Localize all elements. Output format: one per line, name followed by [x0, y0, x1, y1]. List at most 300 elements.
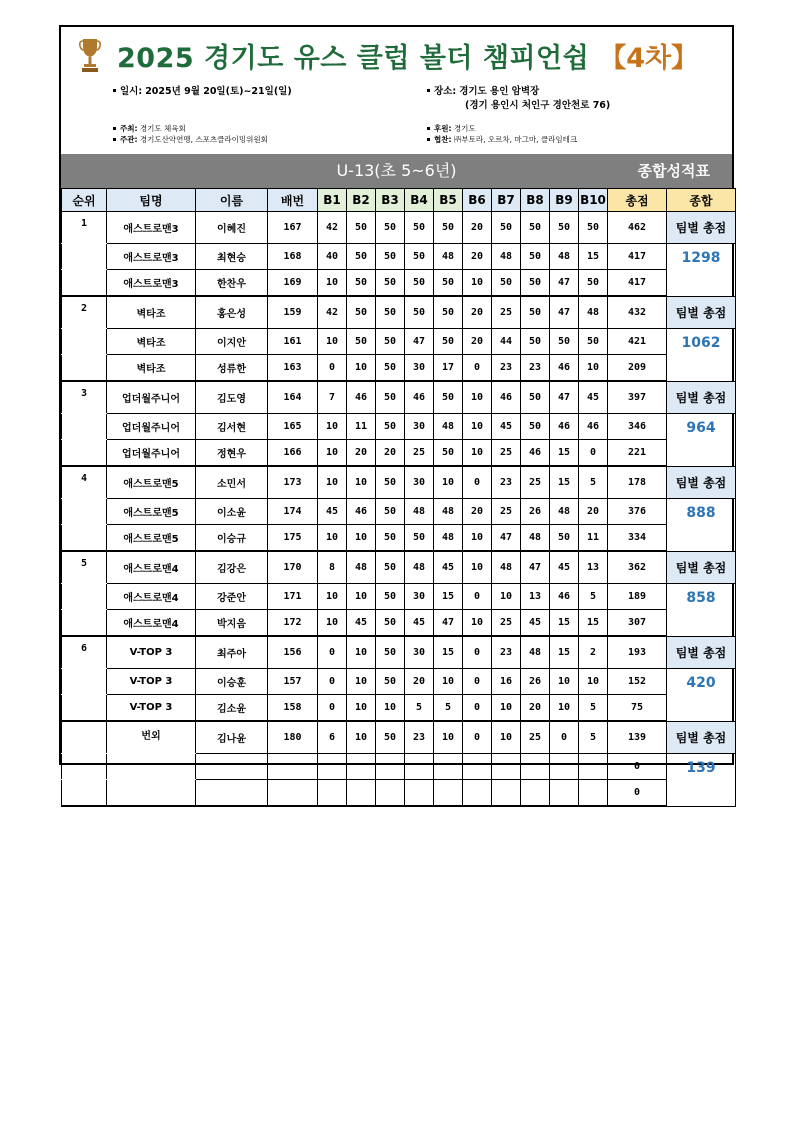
table-row: [62, 721, 736, 754]
rank-cell: 5: [62, 551, 107, 584]
score-cell: 10: [318, 270, 347, 297]
total-cell: 221: [608, 440, 667, 467]
table-row: [62, 610, 736, 637]
total-cell: 189: [608, 584, 667, 610]
score-cell: 48: [405, 499, 434, 525]
rank-cell: [62, 355, 107, 382]
team-total-label: 팀별 총점: [667, 636, 736, 669]
score-cell: 5: [434, 695, 463, 722]
score-cell: 5: [579, 721, 608, 754]
column-header: 순위: [62, 189, 107, 212]
column-header: B7: [492, 189, 521, 212]
score-cell: 10: [434, 669, 463, 695]
bib-cell: 173: [268, 466, 318, 499]
team-cell: 애스트로맨5: [107, 525, 196, 552]
score-cell: 10: [463, 440, 492, 467]
score-cell: 45: [434, 551, 463, 584]
score-cell: [521, 780, 550, 807]
score-cell: 48: [521, 636, 550, 669]
score-cell: [463, 754, 492, 780]
score-cell: 15: [550, 636, 579, 669]
score-cell: 50: [376, 414, 405, 440]
score-cell: 45: [318, 499, 347, 525]
rank-cell: 2: [62, 296, 107, 329]
score-cell: 50: [376, 466, 405, 499]
table-row: [62, 525, 736, 552]
score-cell: 48: [492, 551, 521, 584]
total-cell: 417: [608, 244, 667, 270]
column-header: 이름: [196, 189, 268, 212]
name-cell: 정현우: [196, 440, 268, 467]
score-cell: 48: [521, 525, 550, 552]
score-cell: 15: [579, 244, 608, 270]
score-cell: 10: [492, 584, 521, 610]
score-cell: 10: [463, 381, 492, 414]
team-total-value: 139: [667, 754, 736, 807]
team-cell: 업더월주니어: [107, 440, 196, 467]
score-cell: 16: [492, 669, 521, 695]
bib-cell: [268, 754, 318, 780]
score-cell: 10: [579, 355, 608, 382]
name-cell: 이승규: [196, 525, 268, 552]
name-cell: 박지음: [196, 610, 268, 637]
team-cell: [107, 754, 196, 780]
score-cell: 10: [347, 695, 376, 722]
score-cell: 20: [463, 212, 492, 244]
score-cell: 42: [318, 296, 347, 329]
table-row: [62, 695, 736, 722]
rank-cell: [62, 754, 107, 780]
bib-cell: 158: [268, 695, 318, 722]
name-cell: 김강은: [196, 551, 268, 584]
score-cell: [434, 754, 463, 780]
score-cell: 20: [521, 695, 550, 722]
division-bar: [61, 154, 732, 188]
column-header: 배번: [268, 189, 318, 212]
score-cell: 10: [463, 525, 492, 552]
team-cell: 업더월주니어: [107, 414, 196, 440]
score-cell: 47: [492, 525, 521, 552]
score-cell: [376, 754, 405, 780]
score-cell: 10: [550, 695, 579, 722]
bib-cell: 170: [268, 551, 318, 584]
score-cell: 23: [492, 466, 521, 499]
total-cell: 75: [608, 695, 667, 722]
score-cell: [376, 780, 405, 807]
score-cell: 0: [318, 355, 347, 382]
column-header: B9: [550, 189, 579, 212]
score-cell: 50: [376, 721, 405, 754]
name-cell: 홍은성: [196, 296, 268, 329]
table-row: [62, 636, 736, 669]
event-support: 협찬: ㈜부토라, 오르차, 마그마, 클라임테크: [427, 134, 577, 145]
score-cell: 47: [521, 551, 550, 584]
score-cell: 50: [347, 270, 376, 297]
score-cell: 48: [550, 499, 579, 525]
score-cell: 15: [550, 610, 579, 637]
score-cell: [579, 780, 608, 807]
score-cell: 0: [318, 669, 347, 695]
score-cell: 45: [579, 381, 608, 414]
rank-cell: [62, 610, 107, 637]
team-total-label: 팀별 총점: [667, 721, 736, 754]
column-header: B3: [376, 189, 405, 212]
score-cell: 50: [550, 525, 579, 552]
total-cell: 0: [608, 754, 667, 780]
title-row: [79, 35, 698, 75]
team-total-label: 팀별 총점: [667, 551, 736, 584]
team-cell: 애스트로맨4: [107, 551, 196, 584]
round-label: 【4차】: [599, 42, 699, 74]
score-cell: 25: [521, 721, 550, 754]
score-cell: 10: [318, 525, 347, 552]
score-cell: 15: [434, 636, 463, 669]
event-host: 주최: 경기도 체육회: [113, 123, 186, 134]
rank-cell: [62, 329, 107, 355]
rank-cell: [62, 440, 107, 467]
score-cell: 20: [463, 296, 492, 329]
total-cell: 397: [608, 381, 667, 414]
table-row: [62, 584, 736, 610]
table-row: [62, 296, 736, 329]
column-header: 종합: [667, 189, 736, 212]
score-cell: 50: [376, 584, 405, 610]
score-cell: 10: [347, 636, 376, 669]
score-cell: 50: [376, 244, 405, 270]
score-cell: [405, 780, 434, 807]
score-cell: 50: [405, 296, 434, 329]
score-cell: [318, 780, 347, 807]
total-cell: 178: [608, 466, 667, 499]
score-cell: 7: [318, 381, 347, 414]
score-cell: 5: [405, 695, 434, 722]
event-organizer: 주관: 경기도산악연맹, 스포츠클라이밍위원회: [113, 134, 268, 145]
score-cell: 0: [463, 355, 492, 382]
results-table: [61, 188, 736, 807]
table-row: [62, 414, 736, 440]
name-cell: 최주아: [196, 636, 268, 669]
rank-cell: 3: [62, 381, 107, 414]
score-cell: 5: [579, 695, 608, 722]
score-cell: [463, 780, 492, 807]
score-cell: 11: [347, 414, 376, 440]
bib-cell: 168: [268, 244, 318, 270]
total-cell: 307: [608, 610, 667, 637]
score-cell: 45: [521, 610, 550, 637]
trophy-icon: [79, 37, 101, 73]
score-cell: 0: [463, 466, 492, 499]
score-cell: 50: [550, 212, 579, 244]
score-cell: 15: [579, 610, 608, 637]
name-cell: [196, 780, 268, 807]
score-cell: 10: [376, 695, 405, 722]
score-cell: 30: [405, 355, 434, 382]
score-cell: 50: [405, 212, 434, 244]
score-cell: [579, 754, 608, 780]
team-total-label: 팀별 총점: [667, 381, 736, 414]
table-row: [62, 780, 736, 807]
score-cell: 50: [492, 212, 521, 244]
score-cell: 23: [492, 355, 521, 382]
bib-cell: 163: [268, 355, 318, 382]
total-cell: 334: [608, 525, 667, 552]
name-cell: 김서현: [196, 414, 268, 440]
score-cell: 47: [405, 329, 434, 355]
bib-cell: 156: [268, 636, 318, 669]
bib-cell: 172: [268, 610, 318, 637]
team-total-value: 888: [667, 499, 736, 552]
score-cell: 5: [579, 466, 608, 499]
score-cell: 50: [434, 212, 463, 244]
score-cell: [347, 780, 376, 807]
score-cell: 46: [550, 355, 579, 382]
score-cell: 50: [434, 296, 463, 329]
column-header: 총점: [608, 189, 667, 212]
score-cell: [550, 754, 579, 780]
score-cell: 10: [492, 721, 521, 754]
score-cell: 23: [492, 636, 521, 669]
bib-cell: 175: [268, 525, 318, 552]
score-cell: 20: [463, 499, 492, 525]
event-date: 일시: 2025년 9월 20일(토)~21일(일): [113, 83, 292, 97]
rank-cell: [62, 584, 107, 610]
score-cell: 20: [405, 669, 434, 695]
score-cell: 50: [376, 381, 405, 414]
score-cell: 50: [376, 270, 405, 297]
score-cell: 50: [521, 244, 550, 270]
team-cell: 애스트로맨5: [107, 466, 196, 499]
table-row: [62, 466, 736, 499]
bib-cell: 166: [268, 440, 318, 467]
team-cell: 벽타조: [107, 355, 196, 382]
score-cell: [347, 754, 376, 780]
team-cell: V-TOP 3: [107, 636, 196, 669]
score-cell: 0: [550, 721, 579, 754]
score-cell: 50: [347, 244, 376, 270]
team-total-label: 팀별 총점: [667, 212, 736, 244]
team-total-value: 964: [667, 414, 736, 467]
score-cell: 0: [463, 695, 492, 722]
rank-cell: [62, 525, 107, 552]
table-row: [62, 669, 736, 695]
score-cell: 48: [434, 244, 463, 270]
total-cell: 139: [608, 721, 667, 754]
score-cell: 10: [347, 525, 376, 552]
score-cell: 50: [376, 499, 405, 525]
score-cell: 10: [463, 551, 492, 584]
score-cell: 10: [347, 466, 376, 499]
total-cell: 152: [608, 669, 667, 695]
score-cell: 50: [434, 329, 463, 355]
bib-cell: 180: [268, 721, 318, 754]
score-cell: [521, 754, 550, 780]
team-cell: [107, 780, 196, 807]
team-cell: 애스트로맨3: [107, 212, 196, 244]
bib-cell: 169: [268, 270, 318, 297]
team-total-value: 858: [667, 584, 736, 637]
score-cell: 20: [579, 499, 608, 525]
score-cell: 5: [579, 584, 608, 610]
score-cell: 47: [434, 610, 463, 637]
score-cell: 26: [521, 499, 550, 525]
page-title: 2025 경기도 유스 클럽 볼더 챔피언쉽: [117, 42, 590, 74]
score-cell: 50: [405, 270, 434, 297]
score-cell: [434, 780, 463, 807]
score-cell: [318, 754, 347, 780]
table-row: [62, 551, 736, 584]
team-total-value: 1062: [667, 329, 736, 382]
score-cell: 10: [347, 355, 376, 382]
team-cell: 업더월주니어: [107, 381, 196, 414]
score-cell: 10: [434, 721, 463, 754]
table-row: [62, 440, 736, 467]
team-cell: 애스트로맨4: [107, 610, 196, 637]
score-cell: 13: [579, 551, 608, 584]
rank-cell: [62, 669, 107, 695]
score-cell: 50: [376, 610, 405, 637]
score-cell: 10: [347, 721, 376, 754]
team-cell: V-TOP 3: [107, 669, 196, 695]
total-cell: 209: [608, 355, 667, 382]
name-cell: 김도영: [196, 381, 268, 414]
score-cell: 48: [492, 244, 521, 270]
column-header: B6: [463, 189, 492, 212]
score-cell: 30: [405, 414, 434, 440]
rank-cell: 1: [62, 212, 107, 244]
score-cell: 50: [579, 270, 608, 297]
bib-cell: 159: [268, 296, 318, 329]
team-total-value: 1298: [667, 244, 736, 297]
table-row: [62, 381, 736, 414]
score-cell: 50: [347, 296, 376, 329]
score-cell: 47: [550, 270, 579, 297]
total-cell: 421: [608, 329, 667, 355]
score-cell: 13: [521, 584, 550, 610]
score-cell: 46: [550, 414, 579, 440]
score-cell: 10: [492, 695, 521, 722]
score-cell: 25: [492, 499, 521, 525]
score-cell: 25: [492, 440, 521, 467]
score-cell: 0: [318, 695, 347, 722]
score-cell: 10: [463, 414, 492, 440]
score-cell: 0: [463, 721, 492, 754]
column-header: B2: [347, 189, 376, 212]
name-cell: 김소윤: [196, 695, 268, 722]
column-header: B1: [318, 189, 347, 212]
score-cell: 45: [492, 414, 521, 440]
total-cell: 432: [608, 296, 667, 329]
score-cell: 50: [347, 329, 376, 355]
rank-cell: [62, 499, 107, 525]
score-cell: 50: [550, 329, 579, 355]
division-label: U-13(초 5~6년): [336, 161, 457, 180]
name-cell: 이승훈: [196, 669, 268, 695]
name-cell: 최현승: [196, 244, 268, 270]
score-cell: 50: [376, 296, 405, 329]
score-cell: 25: [492, 296, 521, 329]
score-cell: 47: [550, 296, 579, 329]
total-cell: 346: [608, 414, 667, 440]
score-cell: 20: [463, 329, 492, 355]
score-cell: 50: [434, 440, 463, 467]
score-cell: 45: [405, 610, 434, 637]
team-total-label: 팀별 총점: [667, 466, 736, 499]
score-cell: 50: [521, 212, 550, 244]
score-cell: 0: [579, 440, 608, 467]
score-cell: 45: [347, 610, 376, 637]
score-cell: 10: [318, 440, 347, 467]
bib-cell: 161: [268, 329, 318, 355]
score-cell: 26: [521, 669, 550, 695]
rank-cell: [62, 780, 107, 807]
score-cell: 25: [492, 610, 521, 637]
score-cell: 48: [550, 244, 579, 270]
column-header: B5: [434, 189, 463, 212]
bib-cell: 164: [268, 381, 318, 414]
score-cell: [492, 754, 521, 780]
bib-cell: 165: [268, 414, 318, 440]
rank-cell: [62, 721, 107, 754]
score-cell: 50: [376, 669, 405, 695]
team-cell: 애스트로맨5: [107, 499, 196, 525]
rank-cell: [62, 244, 107, 270]
name-cell: [196, 754, 268, 780]
column-header: B4: [405, 189, 434, 212]
rank-cell: [62, 695, 107, 722]
score-cell: 50: [579, 329, 608, 355]
rank-cell: 6: [62, 636, 107, 669]
score-cell: 10: [463, 610, 492, 637]
table-row: [62, 329, 736, 355]
score-cell: 30: [405, 636, 434, 669]
score-cell: 30: [405, 466, 434, 499]
name-cell: 강준안: [196, 584, 268, 610]
score-cell: 6: [318, 721, 347, 754]
name-cell: 소민서: [196, 466, 268, 499]
score-cell: 50: [579, 212, 608, 244]
score-cell: 10: [347, 669, 376, 695]
score-cell: 15: [434, 584, 463, 610]
score-cell: 50: [521, 296, 550, 329]
score-cell: 0: [463, 669, 492, 695]
team-cell: V-TOP 3: [107, 695, 196, 722]
score-cell: 46: [347, 381, 376, 414]
score-cell: 25: [521, 466, 550, 499]
event-venue: 장소: 경기도 용인 암벽장: [427, 83, 539, 97]
bib-cell: 171: [268, 584, 318, 610]
score-cell: 50: [376, 525, 405, 552]
score-cell: 50: [434, 270, 463, 297]
name-cell: 이혜진: [196, 212, 268, 244]
table-header: [62, 189, 736, 212]
table-row: [62, 212, 736, 244]
score-cell: 50: [376, 636, 405, 669]
score-cell: 10: [550, 669, 579, 695]
score-cell: 20: [463, 244, 492, 270]
bib-cell: 157: [268, 669, 318, 695]
total-cell: 362: [608, 551, 667, 584]
bib-cell: 167: [268, 212, 318, 244]
score-cell: 40: [318, 244, 347, 270]
name-cell: 성류한: [196, 355, 268, 382]
score-cell: 0: [463, 636, 492, 669]
score-cell: 50: [347, 212, 376, 244]
score-cell: 23: [521, 355, 550, 382]
event-venue-address: (경기 용인시 처인구 경안천로 76): [465, 100, 611, 111]
name-cell: 김나윤: [196, 721, 268, 754]
score-cell: 10: [579, 669, 608, 695]
score-cell: 48: [434, 499, 463, 525]
